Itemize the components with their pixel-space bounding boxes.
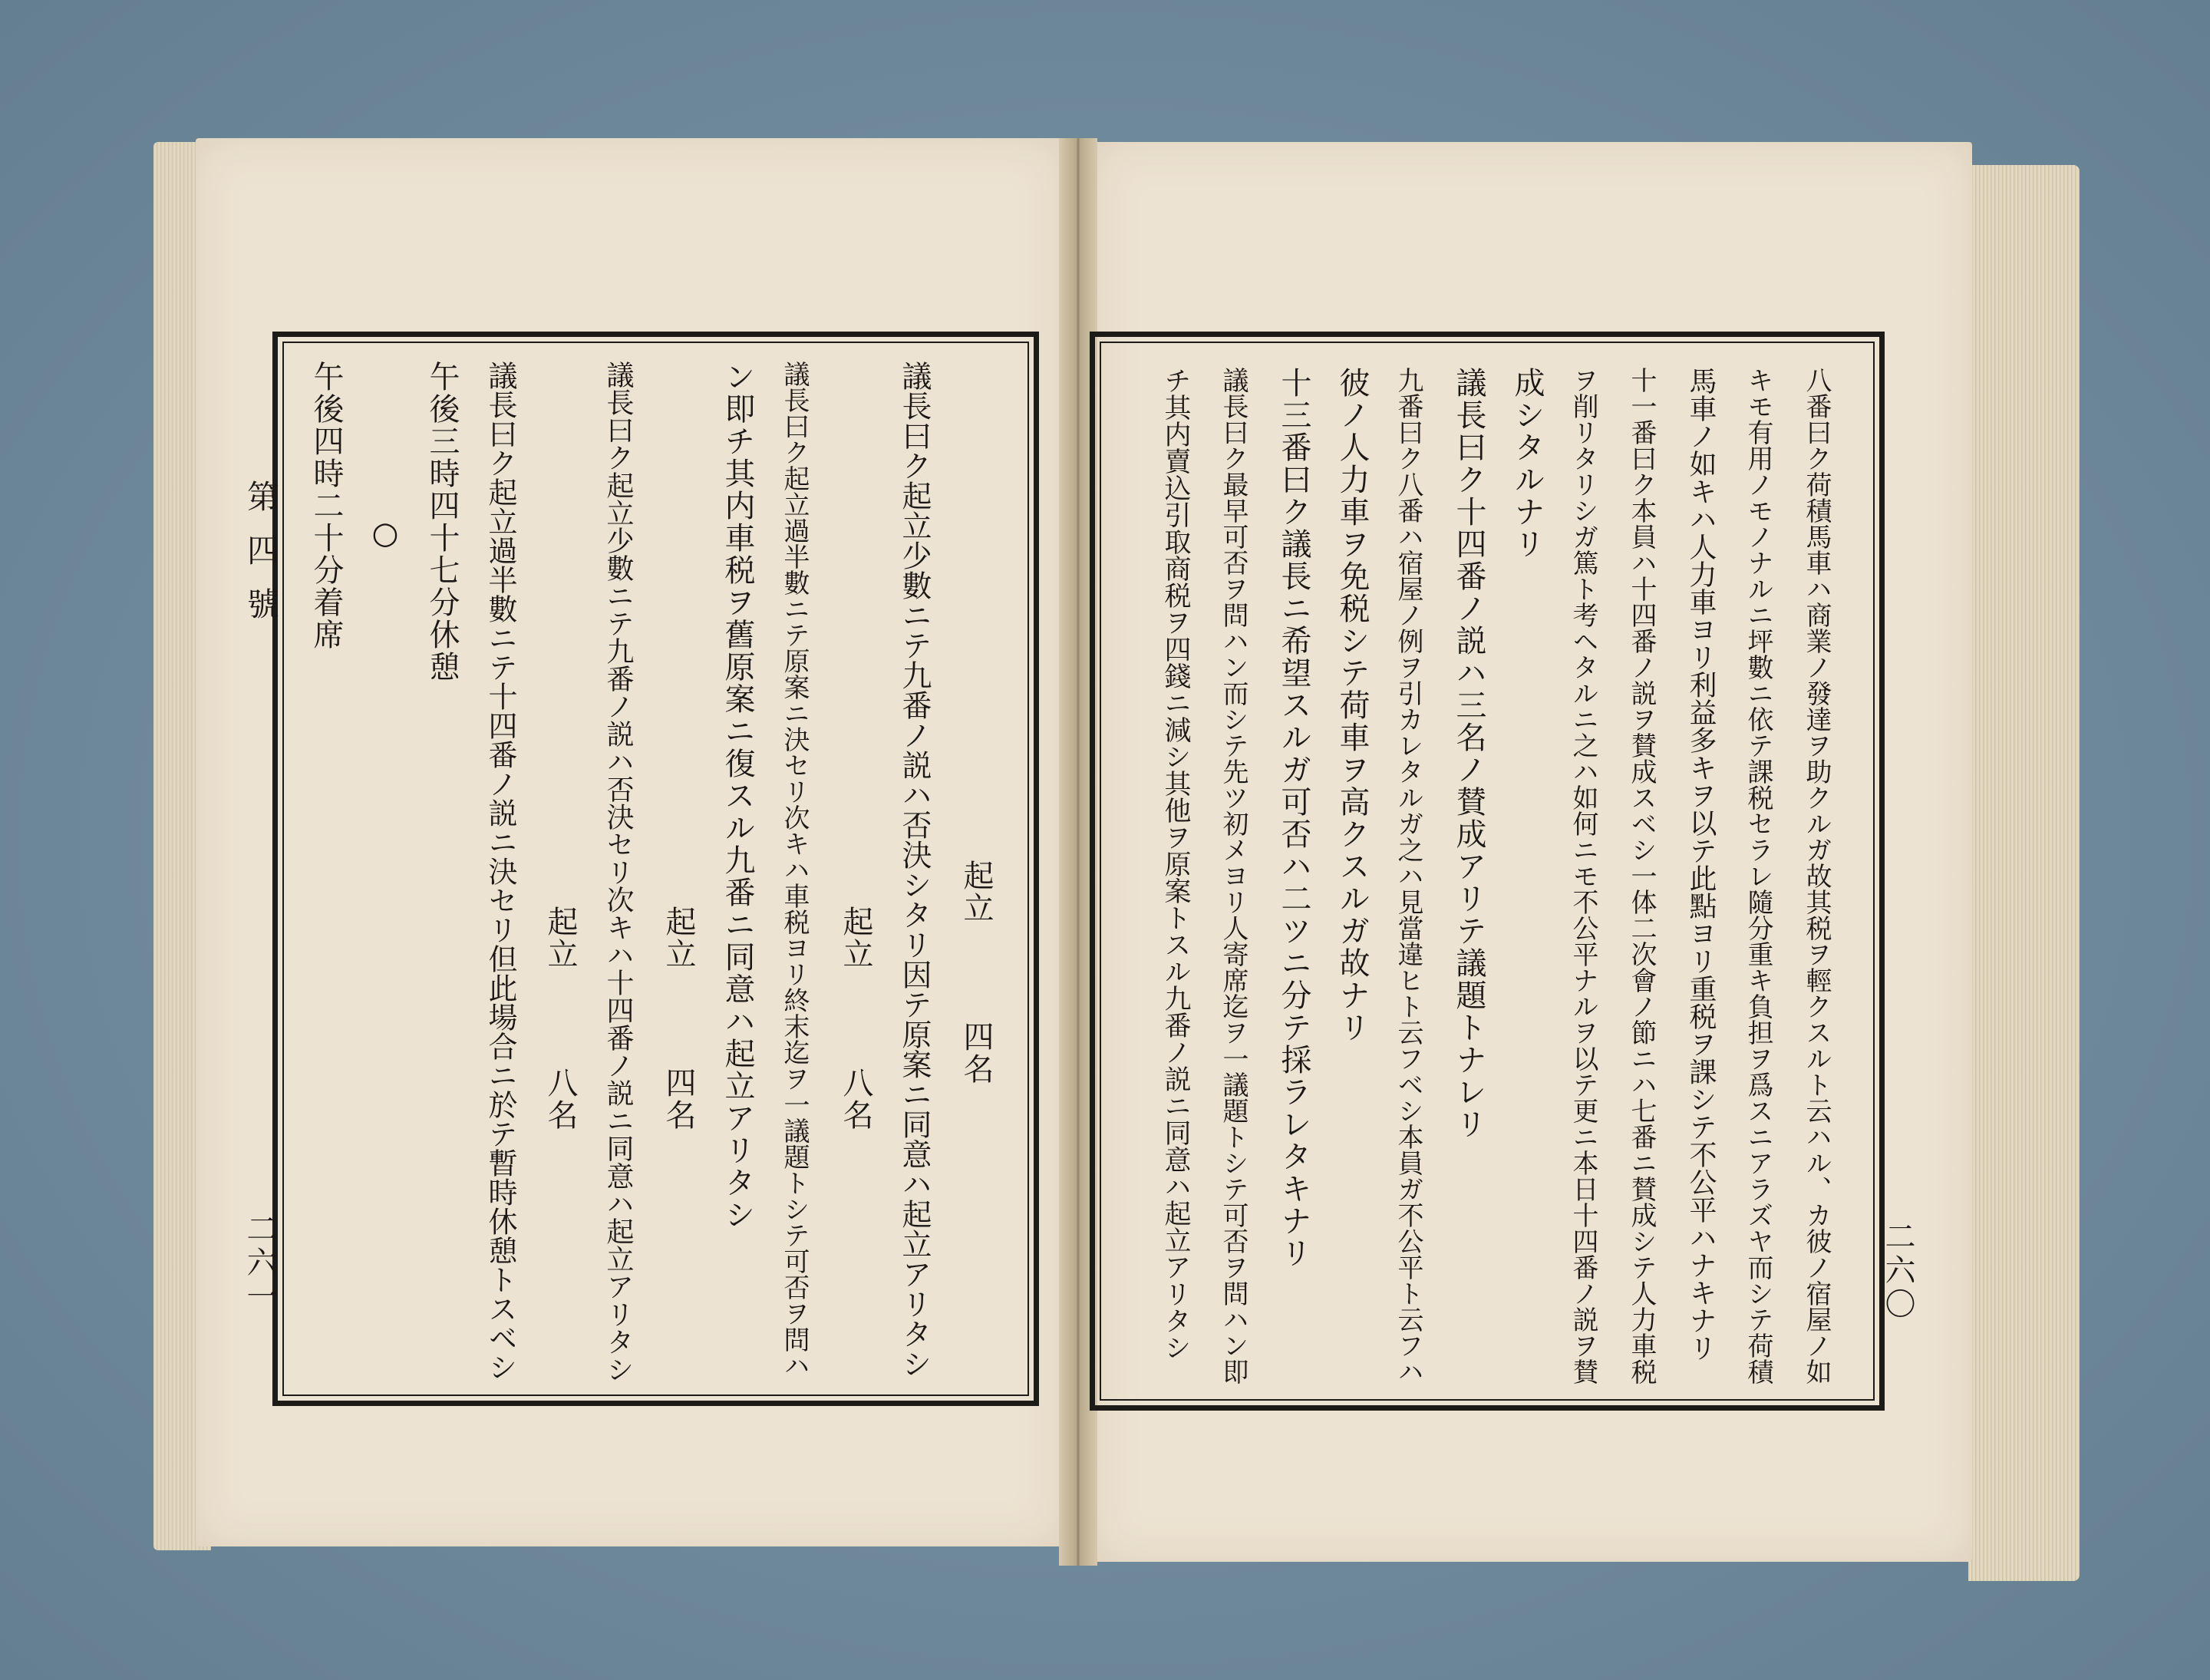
left-line-1: 起立 四名 <box>958 860 994 1085</box>
right-line-2: キモ有用ノモノナルニ坪數ニ依テ課税セラレ隨分重キ負担ヲ爲スニアラズヤ而シテ荷積 <box>1743 367 1773 1385</box>
right-line-1: 八番曰ク荷積馬車ハ商業ノ發達ヲ助クルガ故其税ヲ輕クスルト云ハル、カ彼ノ宿屋ノ如 <box>1801 367 1832 1385</box>
left-line-12: 午後四時二十分着席 <box>308 361 344 651</box>
right-line-10: 十三番曰ク議長ニ希望スルガ可否ハ二ツニ分テ採ラレタキナリ <box>1276 367 1311 1269</box>
left-line-6: 起立 四名 <box>661 906 696 1131</box>
right-line-12: チ其内賣込引取商税ヲ四錢ニ減シ其他ヲ原案トスル九番ノ説ニ同意ハ起立アリタシ <box>1160 367 1191 1361</box>
left-line-3: 起立 八名 <box>838 906 873 1131</box>
left-line-2: 議長曰ク起立少數ニテ九番ノ説ハ否決シタリ因テ原案ニ同意ハ起立アリタシ <box>897 361 932 1378</box>
right-page-edges <box>1968 165 2080 1581</box>
right-line-7: 議長曰ク十四番ノ説ハ三名ノ賛成アリテ議題トナレリ <box>1451 367 1486 1140</box>
left-line-11: ○ <box>368 516 403 553</box>
right-line-11: 議長曰ク最早可否ヲ問ハン而シテ先ツ初メヨリ人寄席迄ヲ一議題トシテ可否ヲ問ハン即 <box>1218 367 1248 1385</box>
left-line-8: 起立 八名 <box>543 906 578 1131</box>
issue-label: 第四號 <box>242 480 280 641</box>
right-folio: 二六〇 <box>1880 1220 1915 1322</box>
right-line-9: 彼ノ人力車ヲ免税シテ荷車ヲ高クスルガ故ナリ <box>1334 367 1370 1044</box>
right-line-6: 成シタルナリ <box>1509 367 1545 560</box>
left-folio: 二六一 <box>242 1213 277 1314</box>
left-line-5: ン即チ其内車税ヲ舊原案ニ復スル九番ニ同意ハ起立アリタシ <box>720 361 755 1231</box>
left-line-9: 議長曰ク起立過半數ニテ十四番ノ説ニ決セリ但此場合ニ於テ暫時休憩トスベシ <box>483 361 517 1381</box>
right-line-5: ヲ削リタリシガ篤ト考ヘタルニ之ハ如何ニモ不公平ナルヲ以テ更ニ本日十四番ノ説ヲ賛 <box>1568 367 1598 1385</box>
right-line-4: 十一番曰ク本員ハ十四番ノ説ヲ賛成スベシ一体二次會ノ節ニハ七番ニ賛成シテ人力車税 <box>1626 367 1657 1385</box>
left-line-4: 議長曰ク起立過半數ニテ原案ニ決セリ次キハ車税ヨリ終末迄ヲ一議題トシテ可否ヲ問ハ <box>779 361 810 1378</box>
right-line-8: 九番曰ク八番ハ宿屋ノ例ヲ引カレタルガ之ハ見當違ヒト云フベシ本員ガ不公平ト云フハ <box>1393 367 1423 1385</box>
left-line-7: 議長曰ク起立少數ニテ九番ノ説ハ否決セリ次キハ十四番ノ説ニ同意ハ起立アリタシ <box>602 361 634 1383</box>
left-line-10: 午後三時四十七分休憩 <box>424 361 460 683</box>
right-line-3: 馬車ノ如キハ人力車ヨリ利益多キヲ以テ此點ヨリ重税ヲ課シテ不公平ハナキナリ <box>1685 367 1717 1361</box>
